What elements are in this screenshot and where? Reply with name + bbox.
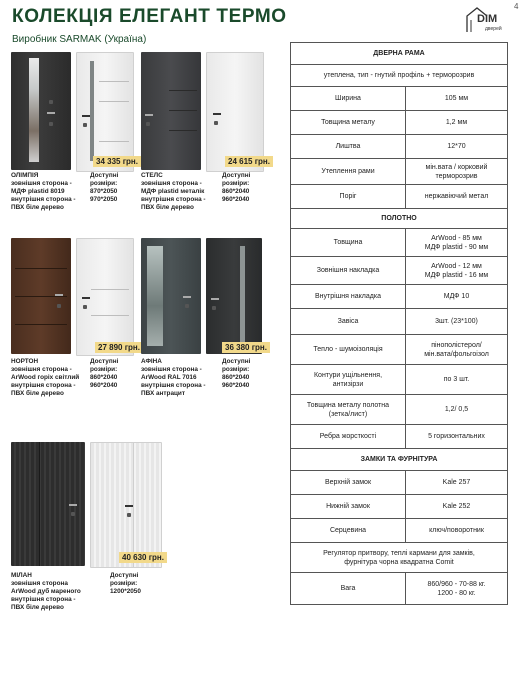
- spec-value-line: 1200 - 80 кг.: [437, 589, 476, 597]
- sizes-label: Доступні: [90, 358, 119, 365]
- spec-key: Нижній замок: [291, 495, 406, 519]
- door-desc-line: внутрішня сторона -: [11, 196, 76, 203]
- spec-value: 12*70: [406, 135, 508, 159]
- door-desc-line: внутрішня сторона -: [141, 382, 206, 389]
- size-value: 970*2050: [90, 196, 118, 203]
- spec-value-line: ArWood - 85 мм: [431, 234, 482, 242]
- size-value: 1200*2050: [110, 588, 141, 595]
- door-image-milan: [11, 442, 85, 566]
- door-desc-line: ПВХ біле дерево: [11, 604, 64, 611]
- spec-key-line: Контури ущільнення,: [313, 371, 383, 379]
- spec-key: Товщина: [291, 229, 406, 257]
- spec-value: [406, 257, 508, 285]
- door-desc-line: ArWood RAL 7016: [141, 374, 197, 381]
- door-name: СТЕЛС: [141, 172, 163, 179]
- spec-key: Утеплення рами: [291, 159, 406, 185]
- spec-key: Поріг: [291, 185, 406, 209]
- spec-key: Завіса: [291, 309, 406, 335]
- spec-key: Ширина: [291, 87, 406, 111]
- door-image-norton-inside: [76, 238, 134, 356]
- spec-value-line: мін.вата / корковий: [425, 163, 488, 171]
- spec-value-line: терморозрив: [435, 172, 478, 180]
- spec-value: Kale 252: [406, 495, 508, 519]
- door-desc-line: ПВХ біле дерево: [141, 204, 194, 211]
- price-badge-afina: 36 380 грн.: [222, 342, 270, 353]
- spec-value-line: мін.вата/фольгоізол: [424, 350, 489, 358]
- sizes-label: Доступні: [90, 172, 119, 179]
- door-name: НОРТОН: [11, 358, 39, 365]
- spec-table: [290, 42, 508, 605]
- door-image-olimpia: [11, 52, 71, 170]
- spec-key: Зовнішня накладка: [291, 257, 406, 285]
- sizes-label: Доступні: [222, 358, 251, 365]
- spec-key: Лиштва: [291, 135, 406, 159]
- sizes-label: Доступні: [222, 172, 251, 179]
- spec-value: ключ/поворотник: [406, 519, 508, 543]
- door-desc-line: ArWood дуб мареного: [11, 588, 81, 595]
- sizes-label: розміри:: [90, 180, 118, 187]
- logo-text: DIM: [477, 13, 498, 25]
- door-desc-line: зовнішня сторона: [11, 580, 68, 587]
- page-number: 4: [514, 2, 519, 11]
- door-desc-stels: [141, 172, 206, 212]
- brand-logo[interactable]: [463, 6, 509, 34]
- door-image-olimpia-inside: [76, 52, 134, 172]
- spec-value-line: пінополістерол/: [431, 341, 482, 349]
- spec-key: [291, 365, 406, 395]
- spec-value: МДФ 10: [406, 285, 508, 309]
- spec-key: Вага: [291, 573, 406, 605]
- door-desc-line: внутрішня сторона -: [141, 196, 206, 203]
- logo-subtext: дверей: [485, 26, 502, 32]
- sizes-label: Доступні: [110, 572, 139, 579]
- door-image-milan-inside: [90, 442, 162, 568]
- door-name: ОЛІМПІЯ: [11, 172, 39, 179]
- note-line: Регулятор притвору, теплі кармани для замків,: [323, 549, 475, 557]
- price-badge-olimpia: 34 335 грн.: [93, 156, 141, 167]
- hardware-note: [291, 543, 508, 573]
- size-value: 860*2040: [222, 188, 250, 195]
- spec-value: Kale 257: [406, 471, 508, 495]
- spec-value: [406, 573, 508, 605]
- door-desc-olimpia: [11, 172, 76, 212]
- spec-key: Серцевина: [291, 519, 406, 543]
- spec-value: по 3 шт.: [406, 365, 508, 395]
- price-badge-stels: 24 615 грн.: [225, 156, 273, 167]
- door-desc-line: зовнішня сторона -: [141, 366, 202, 373]
- spec-value-line: МДФ plastid - 16 мм: [424, 271, 489, 279]
- spec-value: 1,2 мм: [406, 111, 508, 135]
- door-desc-line: зовнішня сторона -: [11, 180, 72, 187]
- door-sizes-stels: [222, 172, 250, 204]
- door-desc-line: внутрішня сторона -: [11, 596, 76, 603]
- spec-key: [291, 395, 406, 425]
- door-desc-line: МДФ plastid металік: [141, 188, 205, 195]
- door-sizes-milan: [110, 572, 141, 596]
- sizes-label: розміри:: [222, 366, 250, 373]
- door-desc-line: ПВХ антрацит: [141, 390, 185, 397]
- door-desc-line: ArWood горіх світлий: [11, 374, 80, 381]
- spec-key-line: (зетка/лист): [328, 410, 368, 418]
- door-desc-line: внутрішня сторона -: [11, 382, 76, 389]
- spec-value-line: МДФ plastid - 90 мм: [424, 243, 489, 251]
- spec-value-line: 860/960 - 70-88 кг.: [427, 580, 486, 588]
- frame-description: утеплена, тип - гнутий профіль + терморозрив: [291, 65, 508, 87]
- door-desc-line: зовнішня сторона -: [141, 180, 202, 187]
- sizes-label: розміри:: [222, 180, 250, 187]
- spec-key-line: антизірзи: [332, 380, 364, 388]
- spec-value: [406, 229, 508, 257]
- sizes-label: розміри:: [110, 580, 138, 587]
- door-image-afina-inside: [206, 238, 262, 354]
- spec-key: Ребра жорсткості: [291, 425, 406, 449]
- size-value: 870*2050: [90, 188, 118, 195]
- spec-value: 105 мм: [406, 87, 508, 111]
- door-name: МІЛАН: [11, 572, 32, 579]
- door-sizes-olimpia: [90, 172, 118, 204]
- size-value: 860*2040: [90, 374, 118, 381]
- locks-header: ЗАМКИ ТА ФУРНІТУРА: [291, 449, 508, 471]
- spec-key: Тепло - шумоізоляція: [291, 335, 406, 365]
- spec-value: [406, 335, 508, 365]
- page-title: КОЛЕКЦІЯ ЕЛЕГАНТ ТЕРМО: [12, 6, 287, 27]
- door-sizes-norton: [90, 358, 118, 390]
- size-value: 960*2040: [222, 196, 250, 203]
- size-value: 960*2040: [222, 382, 250, 389]
- spec-key: Товщина металу: [291, 111, 406, 135]
- door-desc-line: зовнішня сторона -: [11, 366, 72, 373]
- door-image-norton: [11, 238, 71, 354]
- door-image-stels-inside: [206, 52, 264, 172]
- price-badge-norton: 27 890 грн.: [95, 342, 143, 353]
- spec-key-line: Товщина металу полотна: [306, 401, 390, 409]
- frame-header: ДВЕРНА РАМА: [291, 43, 508, 65]
- price-badge-milan: 40 630 грн.: [119, 552, 167, 563]
- door-desc-milan: [11, 572, 81, 612]
- size-value: 960*2040: [90, 382, 118, 389]
- leaf-header: ПОЛОТНО: [291, 209, 508, 229]
- spec-value: 3шт. (23*100): [406, 309, 508, 335]
- sizes-label: розміри:: [90, 366, 118, 373]
- spec-value: [406, 159, 508, 185]
- door-desc-line: ПВХ біле дерево: [11, 204, 64, 211]
- door-image-afina: [141, 238, 201, 354]
- door-image-stels: [141, 52, 201, 170]
- spec-value: 5 горизонтальних: [406, 425, 508, 449]
- door-name: АФІНА: [141, 358, 162, 365]
- spec-value: нержавіючий метал: [406, 185, 508, 209]
- note-line: фурнітура чорна квадратна Comit: [344, 558, 454, 566]
- spec-key: Внутрішня накладка: [291, 285, 406, 309]
- door-desc-afina: [141, 358, 206, 398]
- manufacturer-subtitle: Виробник SARMAK (Україна): [12, 34, 147, 45]
- door-desc-line: ПВХ біле дерево: [11, 390, 64, 397]
- door-sizes-afina: [222, 358, 250, 390]
- size-value: 860*2040: [222, 374, 250, 381]
- spec-value: 1,2/ 0,5: [406, 395, 508, 425]
- door-desc-norton: [11, 358, 79, 398]
- spec-key: Верхній замок: [291, 471, 406, 495]
- spec-value-line: ArWood - 12 мм: [431, 262, 482, 270]
- door-desc-line: МДФ plastid 8019: [11, 188, 65, 195]
